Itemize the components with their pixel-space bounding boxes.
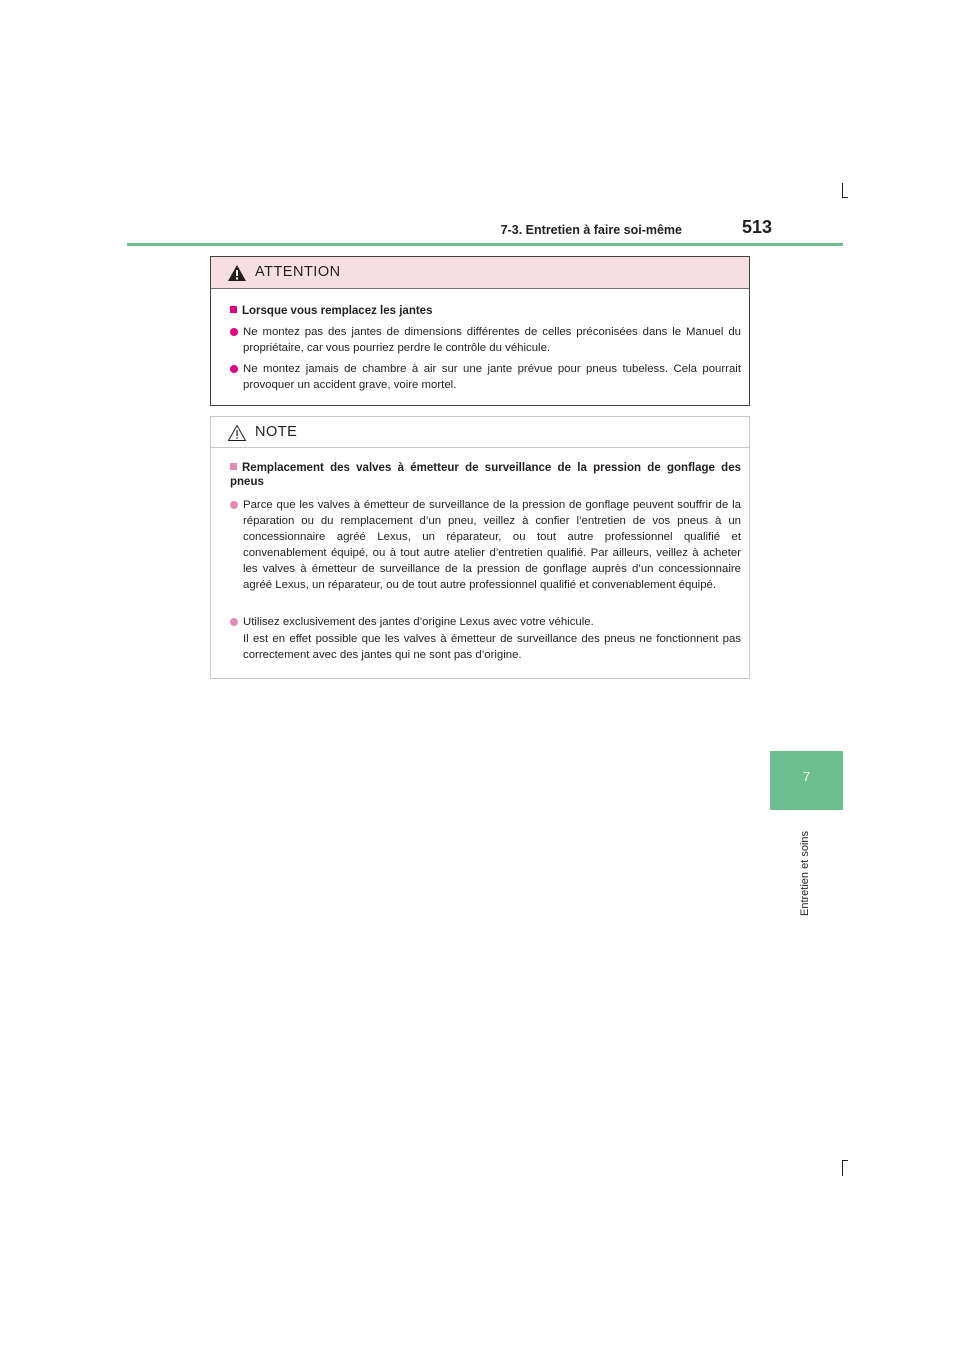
chapter-number: 7	[802, 769, 811, 784]
note-item: Parce que les valves à émetteur de surveillance de la pression de gonflage peuvent souffrir de la réparation ou du remplacement d’un pneu, veillez à confier l’entretien de vos pneus à un concessionnaire agréé Lexus, un réparateur, ou tout autre professionnel qualifié et convenablement équipé, ou à tout autre atelier d’entretien qualifié. Par ailleurs, veillez à acheter les valves à émetteur de surveillance de la pression de gonflage auprès d’un concessionnaire agréé Lexus, un réparateur, ou de tout autre professionnel qualifié et convenablement équipé.	[230, 497, 741, 593]
caution-triangle-icon	[227, 424, 247, 442]
square-bullet-icon	[230, 306, 237, 313]
page-number: 513	[742, 217, 773, 237]
crop-mark-top	[842, 183, 843, 198]
attention-item: Ne montez pas des jantes de dimensions différentes de celles préconisées dans le Manuel du propriétaire, car vous pourriez perdre le contrôle du véhicule.	[230, 324, 741, 356]
bullet-icon	[230, 618, 238, 626]
attention-title: ATTENTION	[255, 264, 341, 280]
chapter-tab	[770, 751, 843, 810]
note-title: NOTE	[255, 424, 298, 440]
note-box	[210, 416, 750, 679]
attention-item: Ne montez jamais de chambre à air sur une jante prévue pour pneus tubeless. Cela pourrait provoquer un accident grave, voire mortel.	[230, 361, 741, 393]
attention-box	[210, 256, 750, 406]
chapter-label: Entretien et soins	[799, 831, 811, 916]
note-item: Utilisez exclusivement des jantes d’origine Lexus avec votre véhicule.	[230, 614, 741, 630]
crop-mark-bottom	[842, 1160, 843, 1176]
note-header	[211, 417, 749, 448]
warning-triangle-icon	[227, 264, 247, 282]
attention-heading: Lorsque vous remplacez les jantes	[230, 304, 741, 318]
bullet-icon	[230, 501, 238, 509]
crop-mark-top-foot	[842, 197, 848, 198]
section-title: 7-3. Entretien à faire soi-même	[500, 223, 682, 237]
bullet-icon	[230, 328, 238, 336]
header-divider	[127, 243, 843, 246]
note-item-continuation: Il est en effet possible que les valves à émetteur de surveillance des pneus ne fonctionnent pas correctement avec des jantes qui ne sont pas d’origine.	[243, 633, 741, 661]
attention-header	[211, 257, 749, 289]
crop-mark-bottom-foot	[842, 1160, 848, 1161]
note-heading: Remplacement des valves à émetteur de surveillance de la pression de gonflage des pneus	[230, 462, 741, 488]
square-bullet-icon	[230, 463, 237, 470]
bullet-icon	[230, 365, 238, 373]
